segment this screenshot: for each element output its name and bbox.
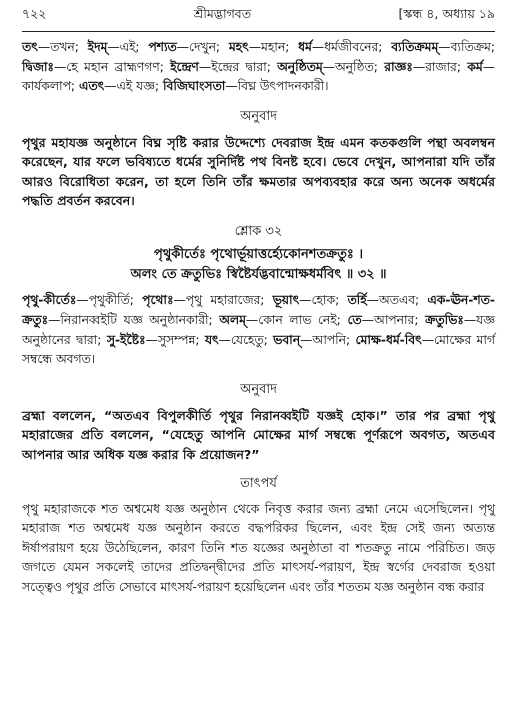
synonym-word: তে [347,313,362,327]
synonym-word: বিজিঘাংসতা [163,79,226,94]
synonym-meaning: —ব্যতিক্রম; [438,40,495,54]
synonym-meaning: —হোক; [299,293,348,308]
page-number: ৭২২ [22,6,47,21]
synonym-word: দ্বিজাঃ [22,59,54,74]
synonym-meaning: —কোন লাভ নেই; [245,313,348,327]
synonym-meaning: —পৃথু মহারাজের; [173,293,273,308]
translation-2: ব্রহ্মা বললেন, “অতএব বিপুলকীর্তি পৃথুর নিরানব্বইটি যজ্ঞই হোক।” তার পর ব্রহ্মা পৃথু মহারাজের প্রতি বললেন, “যেহেতু আপনি মোক্ষের মার্গ সম্বন্ধে পূর্ণরূপে অবগত, অতএব আপনার আর অধিক যজ্ঞ করার কি প্রয়োজন?” [22,407,495,462]
synonym-meaning: —সুসম্পন্ন; [145,332,205,347]
purport-heading: তাৎপর্য [240,476,277,491]
book-title: শ্রীমদ্ভাগবত [193,6,252,21]
synonym-word: অলম্ [219,313,246,327]
synonym-meaning: —হে মহান ব্রাহ্মণগণ; [53,59,171,74]
verse-line-2: অলং তে ক্রতুভিঃ স্বিষ্টৈর্যদ্ভবান্মোক্ষধর্মবিৎ ॥ ৩২ ॥ [130,267,387,283]
synonym-meaning: —বিঘ্ন উৎপাদনকারী। [225,79,329,94]
page-header [22,6,495,32]
synonym-meaning: —নিরানব্বইটি যজ্ঞ অনুষ্ঠানকারী; [48,313,220,327]
synonym-word: এক-ঊন-শত-ক্রতুঃ [22,293,495,327]
translation-heading-2: অনুবাদ [240,381,277,397]
synonym-word: ভবান্ [273,332,301,347]
purport-text: পৃথু মহারাজকে শত অশ্বমেধ যজ্ঞ অনুষ্ঠান থেকে নিবৃত্ত করার জন্য ব্রহ্মা নেমে এসেছিলেন। পৃথু মহারাজ শত অশ্বমেধ যজ্ঞ অনুষ্ঠান করতে বদ্ধপরিকর ছিলেন, এবং ইন্দ্র সেই জন্য অত্যন্ত ঈর্ষাপরায়ণ হয়ে উঠেছিলেন, কারণ তিনি শত যজ্ঞের অনুষ্ঠাতা বা শতক্রতু নামে পরিচিত। জড় জগতে যেমন সকলেই তাদের প্রতিদ্বন্দ্বীদের প্রতি মাৎসর্য-পরায়ণ, ইন্দ্র স্বর্গের দেবরাজ হওয়া সত্ত্বেও পৃথুর প্রতি সেভাবে মাৎসর্য-পরায়ণ হয়েছিলেন এবং তাঁর শততম যজ্ঞ অনুষ্ঠান বন্ধ করার [22,502,495,594]
synonym-meaning: —ধর্মজীবনের; [311,40,392,54]
synonym-word: পশ্যত [148,40,177,54]
synonym-word: এতৎ [78,79,105,94]
synonym-meaning: —পৃথুকীর্তি; [76,293,143,308]
verse-title: শ্লোক ৩২ [234,224,283,240]
synonym-meaning: —ইন্দ্রের দ্বারা; [198,59,278,74]
synonym-meaning: —যেহেতু; [218,332,274,347]
synonym-word: অনুষ্ঠিতম্ [277,59,323,74]
synonym-word: ইদম্ [87,40,108,54]
synonym-word: মহৎ [228,40,249,54]
synonym-word: সু-ইষ্টৈঃ [106,332,146,347]
translation-heading-1: অনুবাদ [240,108,277,124]
word-meanings-2 [22,291,495,369]
chapter-reference: [স্কন্ধ ৪, অধ্যায় ১৯ [398,6,495,21]
synonym-word: তর্হি [347,293,367,308]
translation-1: পৃথুর মহাযজ্ঞ অনুষ্ঠানে বিঘ্ন সৃষ্টি করার উদ্দেশ্যে দেবরাজ ইন্দ্র এমন কতকগুলি পন্থা অবলম্বন করেছেন, যার ফলে ভবিষ্যতে ধর্মের সুনির্দিষ্ট পথ বিনষ্ট হবে। ভেবে দেখুন, আপনারা যদি তাঁর আরও বিরোধিতা করেন, তা হলে তিনি তাঁর ক্ষমতার অপব্যবহার করে অন্য অনেক অধর্মের পদ্ধতি প্রবর্তন করবেন। [22,134,495,208]
word-meanings-1 [22,38,495,97]
synonym-meaning: —মহান; [248,40,299,54]
synonym-word: ব্যতিক্রমম্ [391,40,439,54]
synonym-meaning: —মোক্ষের মার্গ সম্বন্ধে অবগত। [22,332,495,367]
synonym-word: মোক্ষ-ধর্ম-বিৎ [355,332,422,347]
synonym-word: যৎ [204,332,219,347]
synonym-word: ক্রতুভিঃ [425,313,464,327]
synonym-word: ইন্দ্রেণ [170,59,199,74]
synonym-meaning: —এই; [107,40,149,54]
synonym-word: তৎ [22,40,38,54]
synonym-word: ভূয়াৎ [272,293,300,308]
synonym-meaning: —আপনার; [361,313,426,327]
synonym-word: কর্ম [467,59,483,74]
synonym-meaning: —কার্যকলাপ; [22,59,495,94]
synonym-meaning: —আপনি; [300,332,356,347]
synonym-word: রাজ্ঞঃ [384,59,413,74]
synonym-word: পৃথু-কীর্তেঃ [22,293,77,308]
synonym-word: পৃথোঃ [142,293,174,308]
synonym-meaning: —এই যজ্ঞ; [104,79,164,94]
verse-line-1: পৃথুকীর্তেঃ পৃথোর্ভূয়াত্তর্হ্যেকোনশতক্রতুঃ । [154,247,363,263]
synonym-meaning: —রাজার; [412,59,468,74]
synonym-meaning: —দেখুন; [176,40,229,54]
synonym-meaning: —যজ্ঞ অনুষ্ঠানের দ্বারা; [22,313,496,347]
synonym-word: ধর্ম [298,40,312,54]
synonym-meaning: —অনুষ্ঠিত; [322,59,385,74]
synonym-meaning: —অতএব; [366,293,428,308]
synonym-meaning: —তখন; [37,40,88,54]
